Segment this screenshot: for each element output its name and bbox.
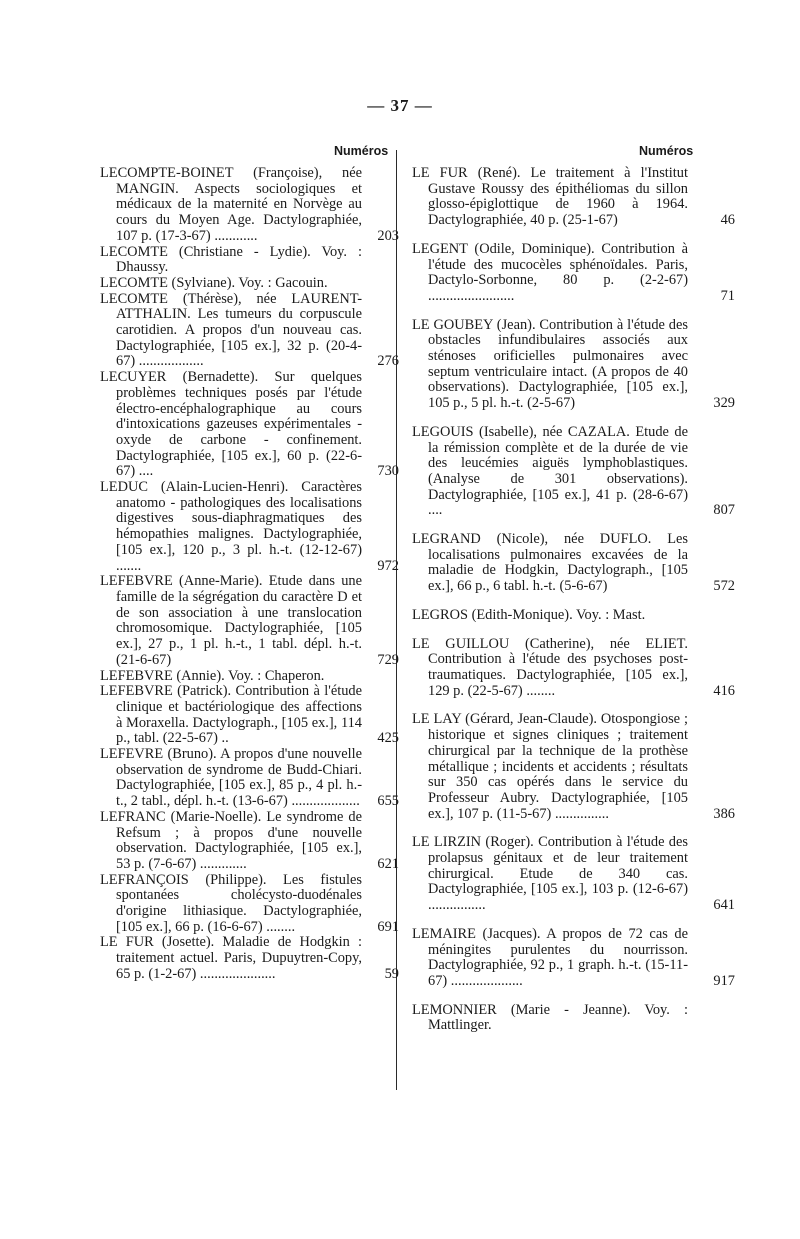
- entry-text: LECUYER (Bernadette). Sur quelques problèmes techniques posés par l'étude électro-encéphalographique au cours d'intoxications gazeuses expérimentales - oxyde de carbone - confinement. Dactylographiée, [105 ex.], 60 p. (22-6-67) ....: [100, 369, 362, 480]
- entry-number: 425: [377, 730, 399, 747]
- entry-text: LEGOUIS (Isabelle), née CAZALA. Etude de la rémission complète et de la durée de vie des leucémies aiguës lymphoblastiques. (Analyse de 301 observations). Dactylographiée, [105 ex.], 41 p. (28-6-67) ....: [412, 423, 688, 519]
- entry-number: 386: [713, 805, 735, 822]
- index-entry: [100, 934, 399, 982]
- index-entry: [100, 573, 399, 668]
- column-heading-left: Numéros: [334, 144, 389, 158]
- entry-text: LE FUR (Josette). Maladie de Hodgkin : traitement actuel. Paris, Dupuytren-Copy, 65 p. (1-2-67) .....................: [100, 934, 362, 982]
- entry-number: 329: [713, 395, 735, 412]
- entry-text: LEMONNIER (Marie - Jeanne). Voy. : Mattlinger.: [412, 1001, 688, 1034]
- index-entry: [100, 669, 362, 685]
- entry-text: LEFRANÇOIS (Philippe). Les fistules spontanées cholécysto-duodénales d'origine lithiasique. Dactylographiée, [105 ex.], 66 p. (16-6-67) ........: [100, 871, 362, 935]
- left-column: [100, 165, 399, 983]
- entry-number: 46: [720, 212, 735, 229]
- index-entry: [100, 746, 399, 810]
- index-entry: [412, 711, 735, 822]
- entry-text: LE FUR (René). Le traitement à l'Institut Gustave Roussy des épithéliomas du sillon glosso-épiglottique de 1960 à 1964. Dactylographiée, 40 p. (25-1-67): [412, 165, 688, 229]
- index-entry: [100, 165, 399, 245]
- entry-text: LEMAIRE (Jacques). A propos de 72 cas de méningites purulentes du nourrisson. Dactylographiée, 92 p., 1 graph. h.-t. (15-11-67) ....................: [412, 925, 688, 989]
- entry-number: 729: [377, 651, 399, 668]
- index-entry: [100, 245, 362, 276]
- column-divider: [396, 150, 397, 1090]
- index-entry: [412, 608, 688, 624]
- entry-number: 621: [377, 855, 399, 872]
- entry-text: LEGROS (Edith-Monique). Voy. : Mast.: [412, 606, 646, 623]
- index-entry: [412, 1003, 688, 1034]
- index-entry: [412, 316, 735, 412]
- index-entry: [100, 290, 399, 371]
- entry-text: LEGRAND (Nicole), née DUFLO. Les localisations pulmonaires excavées de la maladie de Hodgkin, Dactylograph., [105 ex.], 66 p., 6 tabl. h.-t. (5-6-67): [412, 531, 688, 595]
- entry-text: LEFEVRE (Bruno). A propos d'une nouvelle observation de syndrome de Budd-Chiari. Dactylographiée, [105 ex.], 85 p., 4 pl. h.-t., 2 tabl., dépl. h.-t. (13-6-67) ...................: [100, 746, 362, 810]
- entry-text: LEDUC (Alain-Lucien-Henri). Caractères anatomo - pathologiques des localisations digestives sous-diaphragmatiques des hémopathies malignes. Dactylographiée, [105 ex.], 120 p., 3 pl. h.-t. (12-12-67) .......: [100, 479, 362, 574]
- entry-number: 972: [377, 557, 399, 574]
- index-entry: [412, 165, 735, 229]
- entry-text: LECOMTE (Thérèse), née LAURENT-ATTHALIN. Les tumeurs du corpuscule carotidien. A propos d'un nouveau cas. Dactylographiée, [105 ex.], 32 p. (20-4-67) ..................: [100, 290, 362, 370]
- index-entry: [412, 925, 735, 990]
- index-entry: [100, 369, 399, 480]
- entry-number: 276: [377, 353, 399, 370]
- entry-number: 691: [377, 918, 399, 935]
- entry-number: 416: [713, 682, 735, 699]
- entry-text: LE LIRZIN (Roger). Contribution à l'étude des prolapsus génitaux et de leur traitement chirurgical. Etude de 340 cas. Dactylographiée, [105 ex.], 103 p. (12-6-67) ................: [412, 834, 688, 914]
- page-number: — 37 —: [367, 96, 433, 115]
- entry-text: LEFRANC (Marie-Noelle). Le syndrome de Refsum ; à propos d'une nouvelle observation. Dactylographiée, [105 ex.], 53 p. (7-6-67) .............: [100, 808, 362, 872]
- entry-number: 71: [720, 287, 735, 304]
- entry-number: 655: [377, 793, 399, 810]
- index-entry: [412, 531, 735, 595]
- entry-text: LE LAY (Gérard, Jean-Claude). Otospongiose ; historique et signes cliniques ; traitement chirurgical par la technique de la prothèse métallique ; incidents et accidents ; résultats sur 350 cas opérés dans le service du Professeur Aubry. Dactylographiée, [105 ex.], 107 p. (11-5-67) ...............: [412, 711, 688, 822]
- entry-text: LEFEBVRE (Patrick). Contribution à l'étude clinique et bactériologique des affections à Moraxella. Dactylograph., [105 ex.], 114 p., tabl. (22-5-67) ..: [100, 683, 362, 747]
- index-entry: [100, 479, 399, 574]
- index-entry: [412, 240, 735, 305]
- entry-text: LECOMPTE-BOINET (Françoise), née MANGIN. Aspects sociologiques et médicaux de la maternité en Norvège au cours du Moyen Age. Dactylographiée, 107 p. (17-3-67) ............: [100, 165, 362, 244]
- column-heading-right: Numéros: [639, 144, 694, 158]
- entry-text: LE GUILLOU (Catherine), née ELIET. Contribution à l'étude des psychoses post-traumatiques. Dactylographiée, [105 ex.], 129 p. (22-5-67) ........: [412, 635, 688, 699]
- entry-number: 59: [384, 965, 399, 982]
- entry-number: 203: [377, 227, 399, 244]
- index-entry: [412, 834, 735, 914]
- index-entry: [100, 871, 399, 936]
- entry-text: LECOMTE (Christiane - Lydie). Voy. : Dhaussy.: [100, 243, 362, 276]
- entry-number: 572: [713, 578, 735, 595]
- index-entry: [412, 635, 735, 700]
- entry-text: LEFEBVRE (Anne-Marie). Etude dans une famille de la ségrégation du caractère D et de son association à une translocation chromosomique. Dactylographiée, [105 ex.], 27 p., 1 pl. h.-t., 1 tabl. dépl. h.-t. (21-6-67): [100, 573, 362, 668]
- entry-number: 917: [713, 972, 735, 989]
- entry-text: LECOMTE (Sylviane). Voy. : Gacouin.: [100, 274, 328, 291]
- index-entry: [100, 276, 362, 292]
- entry-number: 807: [713, 502, 735, 519]
- index-entry: [412, 423, 735, 519]
- entry-number: 641: [713, 897, 735, 914]
- right-column: [412, 165, 735, 1047]
- entry-text: LEFEBVRE (Annie). Voy. : Chaperon.: [100, 667, 325, 684]
- entry-text: LE GOUBEY (Jean). Contribution à l'étude des obstacles infundibulaires associés aux sténoses orificielles pulmonaires avec septum ventriculaire intact. (A propos de 40 observations). Dactylographiée, [105 ex.], 105 p., 5 pl. h.-t. (2-5-67): [412, 316, 688, 412]
- index-entry: [100, 808, 399, 873]
- entry-number: 730: [377, 463, 399, 480]
- entry-text: LEGENT (Odile, Dominique). Contribution à l'étude des mucocèles sphénoïdales. Paris, Dactylo-Sorbonne, 80 p. (2-2-67) ........................: [412, 240, 688, 304]
- index-entry: [100, 683, 399, 747]
